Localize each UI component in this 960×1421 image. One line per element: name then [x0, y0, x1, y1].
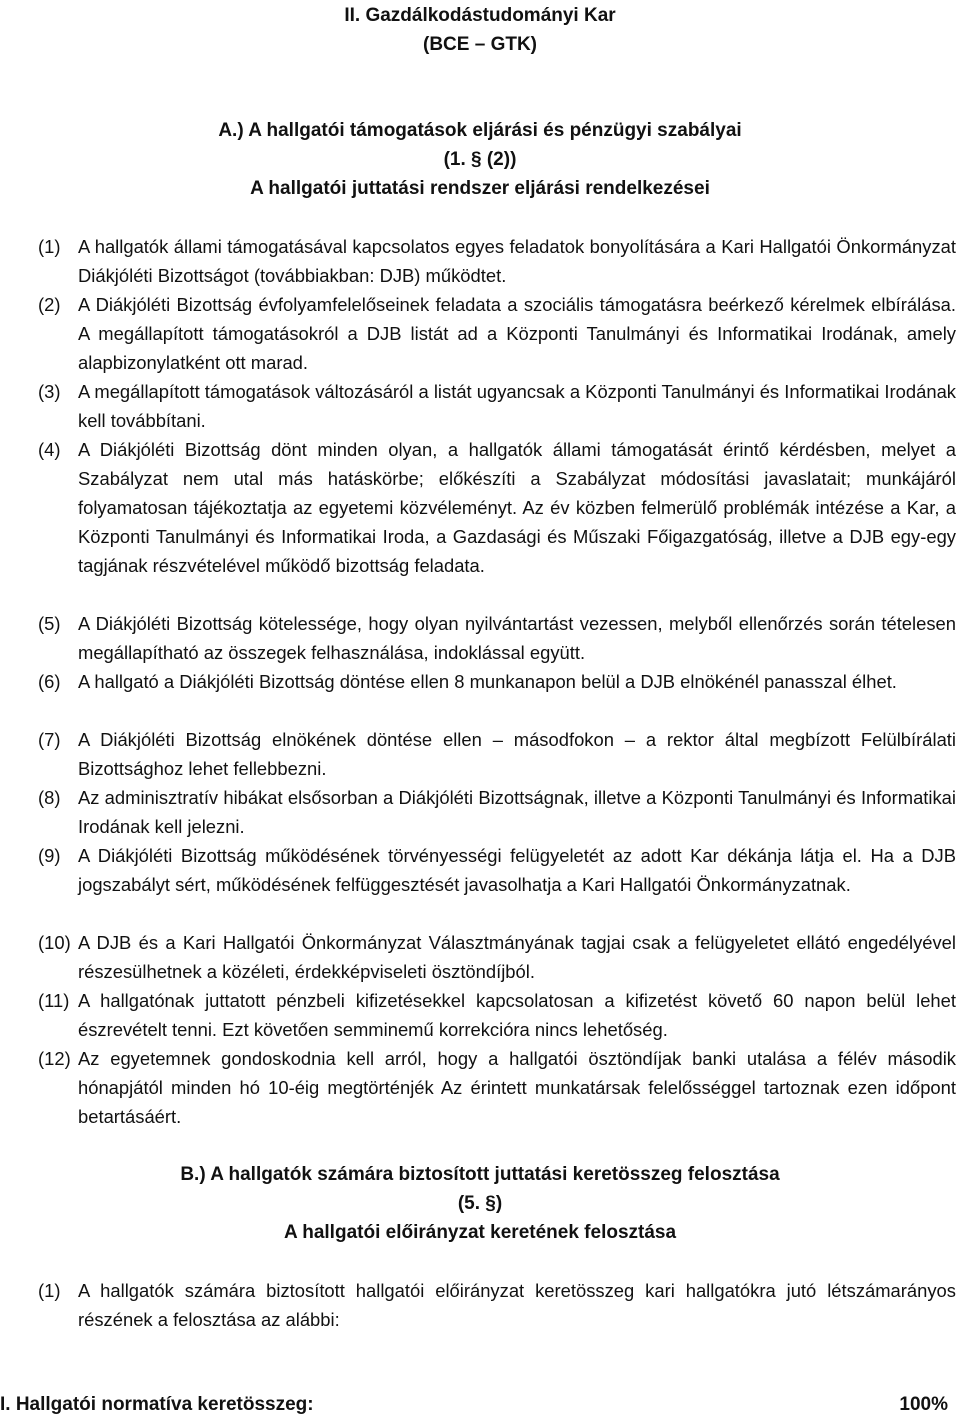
item-text: A Diákjóléti Bizottság működésének törvényességi felügyeletét az adott Kar dékánja látja el. Ha a DJB jogszabályt sért, működésének felfüggesztését javasolhatja a Kari Hallgatói Önkormányzatnak.	[78, 845, 956, 895]
list-item	[38, 232, 956, 290]
item-text: A Diákjóléti Bizottság kötelessége, hogy olyan nyilvántartást vezessen, melyből ellenőrzés során tételesen megállapítható az összegek felhasználása, indoklással együtt.	[78, 613, 956, 663]
item-text: Az adminisztratív hibákat elsősorban a Diákjóléti Bizottságnak, illetve a Központi Tanulmányi és Informatikai Irodának kell jelezni.	[78, 787, 956, 837]
item-number: (6)	[38, 671, 61, 692]
section-b-paragraph-ref: (5. §)	[457, 1193, 503, 1214]
normative-total-value: 100%	[899, 1394, 948, 1415]
item-number: (5)	[38, 613, 61, 634]
list-item	[38, 841, 956, 899]
list-item	[38, 928, 956, 986]
item-text: A Diákjóléti Bizottság évfolyamfelelőseinek feladata a szociális támogatásra beérkező kérelmek elbírálása. A megállapított támogatásokról a DJB listát ad a Központi Tanulmányi és Informatikai Irodának, amely alapbizonylatként ott marad.	[78, 294, 956, 373]
item-number: (12)	[38, 1048, 71, 1069]
item-text: A DJB és a Kari Hallgatói Önkormányzat Választmányának tagjai csak a felügyeletet ellátó engedélyével részesülhetnek a közéleti, érdekképviseleti ösztöndíjból.	[78, 932, 956, 982]
faculty-abbreviation: (BCE – GTK)	[423, 34, 537, 55]
item-text: A hallgató a Diákjóléti Bizottság döntése ellen 8 munkanapon belül a DJB elnökénél panasszal élhet.	[78, 671, 897, 692]
item-number: (7)	[38, 729, 61, 750]
item-text: A Diákjóléti Bizottság dönt minden olyan, a hallgatók állami támogatását érintő kérdésben, melyet a Szabályzat nem utal más hatáskörbe; előkészíti a Szabályzat módosítási javaslatait; munkájáról folyamatosan tájékoztatja az egyetemi közvéleményt. Az év közben felmerülő problémák intézése a Kar, a Központi Tanulmányi és Informatikai Iroda, a Gazdasági és Műszaki Főigazgatóság, illetve a DJB egy-egy tagjának részvételével működő bizottság feladata.	[78, 439, 956, 576]
list-item	[38, 783, 956, 841]
item-number: (8)	[38, 787, 61, 808]
item-number: (10)	[38, 932, 71, 953]
list-item	[38, 725, 956, 783]
item-text: A hallgatók számára biztosított hallgatói előirányzat keretösszeg kari hallgatókra jutó létszámarányos részének a felosztása az alábbi:	[78, 1280, 956, 1330]
item-text: A megállapított támogatások változásáról a listát ugyancsak a Központi Tanulmányi és Informatikai Irodának kell továbbítani.	[78, 381, 956, 431]
item-number: (3)	[38, 381, 61, 402]
item-number: (11)	[38, 990, 70, 1011]
faculty-title: II. Gazdálkodástudományi Kar	[344, 5, 616, 26]
item-text: A hallgatónak juttatott pénzbeli kifizetésekkel kapcsolatosan a kifizetést követő 60 napon belül lehet észrevételt tenni. Ezt követően semminemű korrekcióra nincs lehetőség.	[78, 990, 956, 1040]
normative-total-label: I. Hallgatói normatíva keretösszeg:	[0, 1394, 314, 1415]
item-text: Az egyetemnek gondoskodnia kell arról, hogy a hallgatói ösztöndíjak banki utalása a félév második hónapjától minden hó 10-éig megtörténjék Az érintett munkatársak felelősséggel tartoznak ezen időpont betartásáért.	[78, 1048, 956, 1127]
section-b-subtitle: A hallgatói előirányzat keretének felosztása	[283, 1222, 677, 1243]
item-text: A hallgatók állami támogatásával kapcsolatos egyes feladatok bonyolítására a Kari Hallgatói Önkormányzat Diákjóléti Bizottságot (továbbiakban: DJB) működtet.	[78, 236, 956, 286]
section-a-title: A.) A hallgatói támogatások eljárási és pénzügyi szabályai	[218, 120, 742, 141]
list-item	[38, 986, 956, 1044]
item-number: (1)	[38, 1280, 61, 1301]
item-number: (1)	[38, 236, 61, 257]
item-number: (2)	[38, 294, 61, 315]
section-b-title: B.) A hallgatók számára biztosított juttatási keretösszeg felosztása	[180, 1164, 780, 1185]
item-text: A Diákjóléti Bizottság elnökének döntése ellen – másodfokon – a rektor által megbízott Felülbírálati Bizottsághoz lehet fellebbezni.	[78, 729, 956, 779]
list-item	[38, 667, 956, 696]
section-a-paragraph-ref: (1. § (2))	[443, 149, 517, 170]
list-item	[38, 609, 956, 667]
list-item	[38, 435, 956, 580]
list-item	[38, 1044, 956, 1131]
normative-total-line	[0, 1392, 948, 1418]
list-item	[38, 290, 956, 377]
item-number: (4)	[38, 439, 61, 460]
list-item	[38, 377, 956, 435]
section-a-subtitle: A hallgatói juttatási rendszer eljárási rendelkezései	[250, 178, 710, 199]
list-item	[38, 1276, 956, 1334]
item-number: (9)	[38, 845, 61, 866]
